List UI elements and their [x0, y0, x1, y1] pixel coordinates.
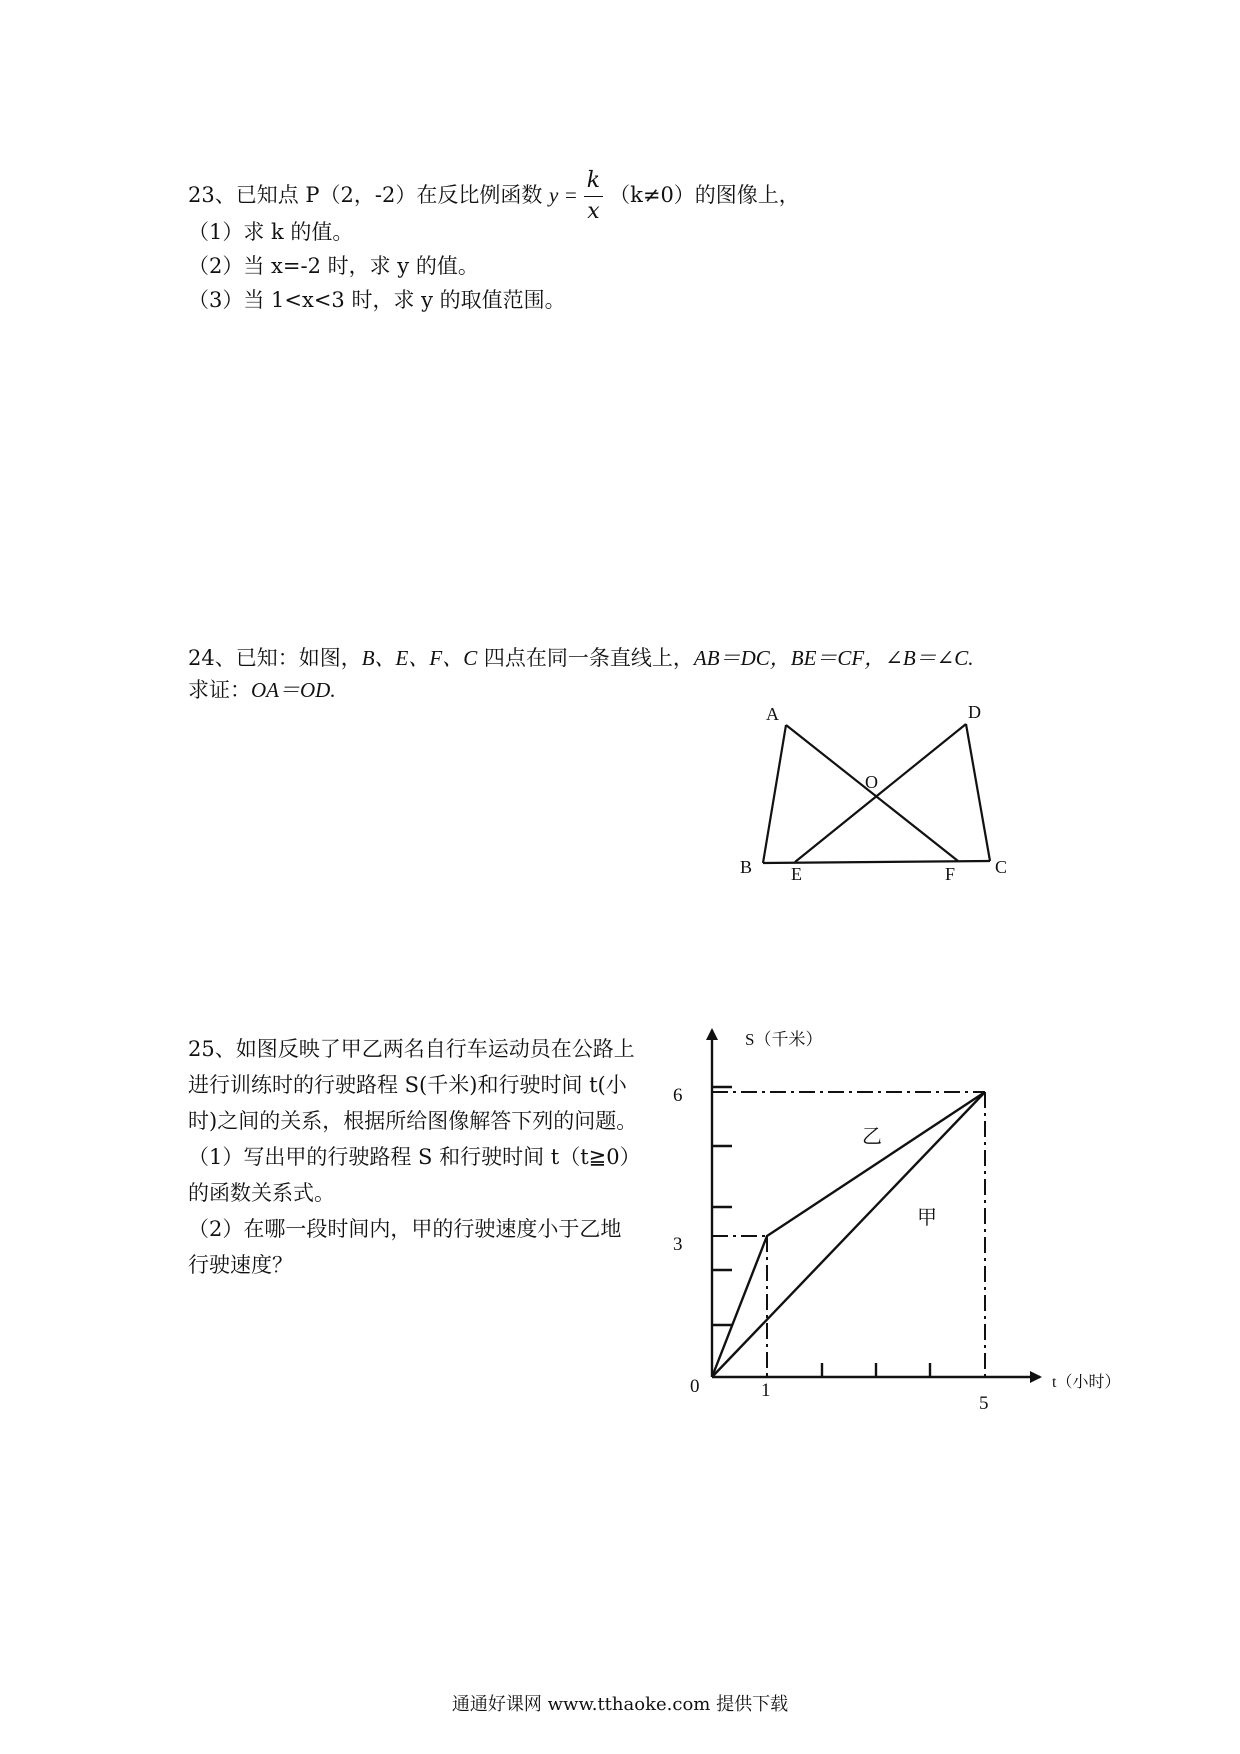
y-tick-label-3: 3: [673, 1234, 683, 1255]
q23-part-2: （2）当 x=-2 时，求 y 的值。: [188, 254, 479, 278]
q24-line-2: 求证：OA＝OD.: [188, 678, 336, 702]
q23-part-1: （1）求 k 的值。: [188, 220, 354, 244]
footer-source: 通通好课网 www.tthaoke.com 提供下载: [451, 1694, 789, 1715]
x-tick-label-5: 5: [979, 1393, 989, 1414]
q25-line-6: （2）在哪一段时间内，甲的行驶速度小于乙地: [188, 1217, 622, 1241]
label-a: A: [766, 704, 779, 724]
segment-dc: [966, 724, 990, 861]
q25-line-7: 行驶速度？: [188, 1253, 293, 1277]
series-jia-label: 甲: [917, 1207, 937, 1229]
q23-part-3: （3）当 1<x<3 时，求 y 的取值范围。: [188, 288, 566, 312]
q23-stem: 23、已知点 P（2，-2）在反比例函数 y = $\frac{k}{x}$ （k≠0）的图像上，: [188, 166, 800, 227]
segment-ab: [763, 725, 786, 863]
q25-line-2: 进行训练时的行驶路程 S(千米)和行驶时间 t(小: [188, 1073, 627, 1097]
label-f: F: [945, 864, 956, 884]
q23-fraction: $\frac{k}{x}$: [584, 166, 603, 227]
q25-line-1: 25、如图反映了甲乙两名自行车运动员在公路上: [188, 1037, 635, 1061]
segment-de: [795, 724, 966, 862]
label-o: O: [865, 772, 878, 792]
q25-line-4: （1）写出甲的行驶路程 S 和行驶时间 t（t≧0）: [188, 1145, 641, 1169]
q23-y-eq: y =: [549, 183, 578, 207]
q24-line-1: 24、已知：如图，B、E、F、C 四点在同一条直线上，AB＝DC，BE＝CF，∠B＝∠C.: [188, 646, 974, 670]
label-e: E: [791, 864, 802, 884]
q25-line-5: 的函数关系式。: [188, 1181, 335, 1205]
origin-label: 0: [690, 1376, 700, 1397]
y-tick-label-6: 6: [673, 1085, 683, 1106]
q25-line-3: 时)之间的关系，根据所给图像解答下列的问题。: [188, 1109, 638, 1133]
label-b: B: [740, 857, 753, 877]
segment-af: [786, 725, 958, 861]
y-axis-label: S（千米）: [745, 1030, 823, 1049]
label-c: C: [995, 857, 1008, 877]
series-yi-label: 乙: [862, 1126, 882, 1148]
label-d: D: [968, 702, 981, 722]
q24-figure: [730, 695, 1020, 885]
x-tick-label-1: 1: [761, 1380, 771, 1401]
series-jia-line: [712, 1092, 985, 1377]
x-axis-label: t（小时）: [1052, 1374, 1121, 1391]
q25-graph: [660, 1015, 1140, 1415]
